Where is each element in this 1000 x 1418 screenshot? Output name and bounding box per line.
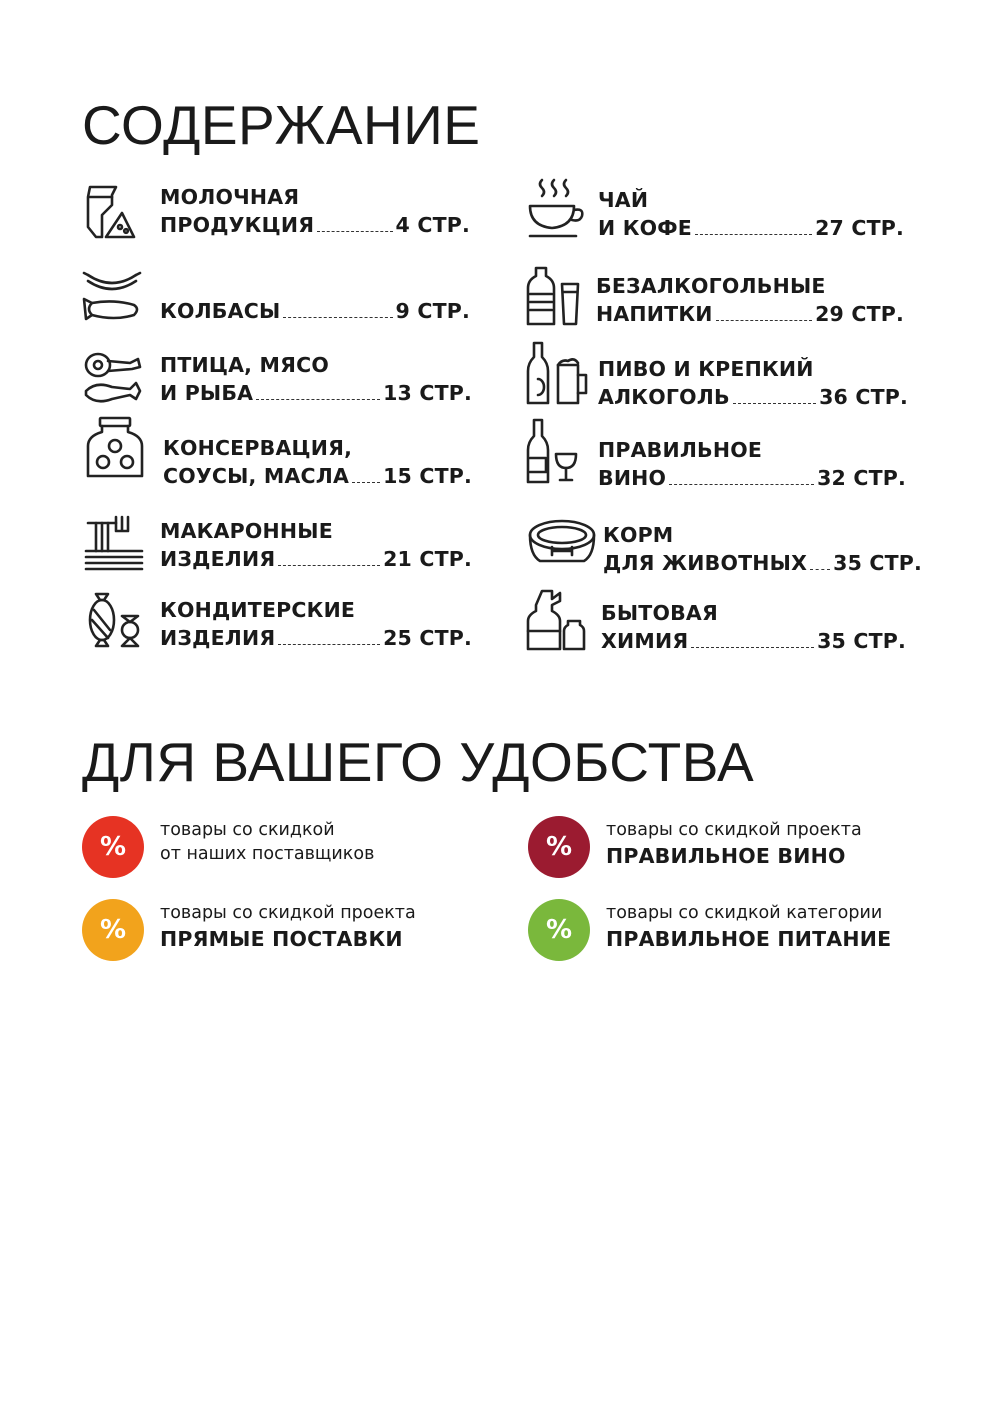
toc-page: 36 СТР. xyxy=(819,385,908,409)
discount-percent-icon: % xyxy=(528,899,590,961)
legend-direct-supply-discount xyxy=(82,899,482,959)
toc-leader xyxy=(283,317,392,318)
toc-leader xyxy=(317,231,392,232)
beer-bottle-icon xyxy=(526,341,592,407)
toc-leader xyxy=(716,320,812,321)
toc-page: 27 СТР. xyxy=(815,216,904,240)
toc-item-preserves[interactable] xyxy=(82,434,472,498)
toc-label-line2: КОЛБАСЫ xyxy=(160,299,281,323)
toc-label-line2: ХИМИЯ xyxy=(601,629,689,653)
toc-page: 13 СТР. xyxy=(383,381,472,405)
toc-label-line1: КОНСЕРВАЦИЯ, xyxy=(163,436,353,460)
toc-leader xyxy=(278,644,380,645)
toc-item-wine[interactable] xyxy=(526,436,906,500)
preserves-jar-icon xyxy=(82,416,148,482)
soft-drinks-icon xyxy=(526,264,592,330)
sausage-icon xyxy=(82,269,148,335)
toc-item-beer-spirits[interactable] xyxy=(526,355,908,419)
toc-label-line1: БЫТОВАЯ xyxy=(601,601,718,625)
toc-label-line1 xyxy=(160,269,470,297)
legend-line2: от наших поставщиков xyxy=(160,844,375,864)
toc-leader xyxy=(733,403,816,404)
toc-label-line1: КОРМ xyxy=(603,523,674,547)
toc-label-line1: ПТИЦА, МЯСО xyxy=(160,353,329,377)
legend-line2: ПРАВИЛЬНОЕ ВИНО xyxy=(606,844,846,868)
toc-leader xyxy=(691,647,814,648)
toc-label-line2: И РЫБА xyxy=(160,381,254,405)
toc-label-line1: КОНДИТЕРСКИЕ xyxy=(160,598,356,622)
legend-line2: ПРЯМЫЕ ПОСТАВКИ xyxy=(160,927,403,951)
toc-item-confectionery[interactable] xyxy=(82,596,472,660)
toc-label-line1: ЧАЙ xyxy=(598,188,649,212)
poultry-meat-icon xyxy=(82,351,148,417)
toc-label-line1: БЕЗАЛКОГОЛЬНЫЕ xyxy=(596,274,826,298)
toc-page: 35 СТР. xyxy=(817,629,906,653)
pet-bowl-icon xyxy=(526,515,598,581)
toc-label-line1: МАКАРОННЫЕ xyxy=(160,519,333,543)
toc-item-tea[interactable] xyxy=(526,186,904,250)
toc-title: СОДЕРЖАНИЕ xyxy=(82,94,481,156)
pasta-fork-icon xyxy=(82,511,148,577)
toc-label-line2: И КОФЕ xyxy=(598,216,693,240)
tea-cup-icon xyxy=(526,178,592,244)
legend-healthy-food-discount xyxy=(528,899,918,959)
toc-leader xyxy=(810,569,830,570)
toc-item-dairy[interactable] xyxy=(82,183,470,247)
toc-item-pasta[interactable] xyxy=(82,517,472,581)
toc-item-soft-drinks[interactable] xyxy=(526,272,904,336)
toc-label-line2: ДЛЯ ЖИВОТНЫХ xyxy=(603,551,808,575)
legend-supplier-discount xyxy=(82,816,482,876)
toc-label-line1: МОЛОЧНАЯ xyxy=(160,185,300,209)
legend-line1: товары со скидкой категории xyxy=(606,903,883,923)
toc-leader xyxy=(695,234,812,235)
toc-label-line2: ВИНО xyxy=(598,466,667,490)
toc-page: 29 СТР. xyxy=(815,302,904,326)
toc-page: 35 СТР. xyxy=(833,551,923,575)
toc-label-line2: АЛКОГОЛЬ xyxy=(598,385,730,409)
toc-item-sausage[interactable] xyxy=(82,269,470,333)
legend-wine-discount xyxy=(528,816,908,876)
toc-page: 32 СТР. xyxy=(817,466,906,490)
toc-label-line2: СОУСЫ, МАСЛА xyxy=(163,464,350,488)
discount-percent-icon: % xyxy=(82,816,144,878)
milk-jug-icon xyxy=(82,183,148,249)
toc-page: 25 СТР. xyxy=(383,626,472,650)
legend-line1: товары со скидкой проекта xyxy=(160,903,416,923)
candy-icon xyxy=(82,590,148,656)
toc-label-line2: ИЗДЕЛИЯ xyxy=(160,547,276,571)
toc-label-line2: ПРОДУКЦИЯ xyxy=(160,213,315,237)
toc-page: 4 СТР. xyxy=(395,213,470,237)
toc-item-poultry[interactable] xyxy=(82,351,472,415)
convenience-title: ДЛЯ ВАШЕГО УДОБСТВА xyxy=(82,731,755,793)
toc-leader xyxy=(256,399,380,400)
toc-leader xyxy=(278,565,380,566)
toc-page: 15 СТР. xyxy=(383,464,472,488)
toc-leader xyxy=(669,484,814,485)
toc-label-line1: ПИВО И КРЕПКИЙ xyxy=(598,357,814,381)
household-chemicals-icon xyxy=(526,589,592,655)
legend-line2: ПРАВИЛЬНОЕ ПИТАНИЕ xyxy=(606,927,892,951)
toc-item-household[interactable] xyxy=(526,599,906,663)
toc-leader xyxy=(352,482,380,483)
legend-line1: товары со скидкой xyxy=(160,820,335,840)
wine-icon xyxy=(526,418,592,484)
legend-line1: товары со скидкой проекта xyxy=(606,820,862,840)
toc-page: 21 СТР. xyxy=(383,547,472,571)
toc-item-pet-food[interactable] xyxy=(526,521,923,585)
discount-percent-icon: % xyxy=(528,816,590,878)
toc-label-line1: ПРАВИЛЬНОЕ xyxy=(598,438,763,462)
discount-percent-icon: % xyxy=(82,899,144,961)
toc-page: 9 СТР. xyxy=(395,299,470,323)
toc-label-line2: НАПИТКИ xyxy=(596,302,713,326)
toc-label-line2: ИЗДЕЛИЯ xyxy=(160,626,276,650)
